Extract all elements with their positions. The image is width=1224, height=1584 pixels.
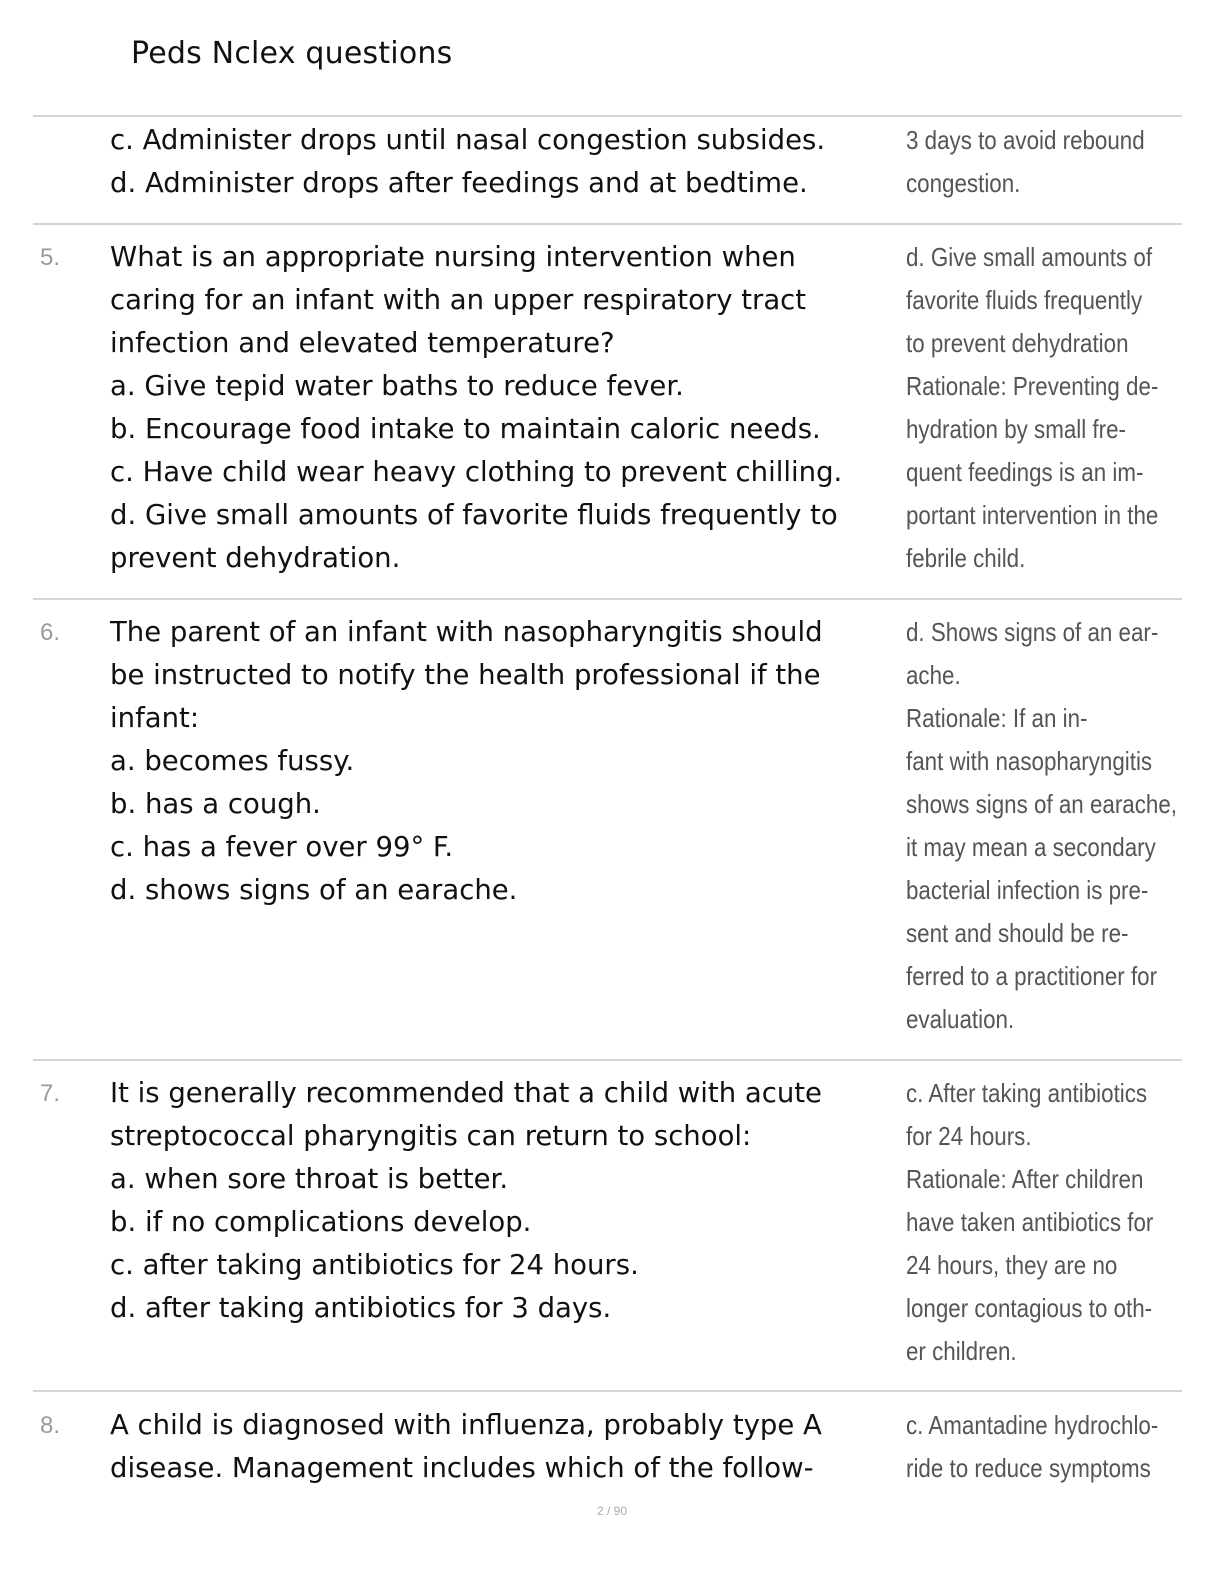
question-line: d. shows signs of an earache. [110, 874, 518, 906]
answer-line: d. Give small amounts of [906, 242, 1153, 272]
question-line: streptococcal pharyngitis can return to school: [110, 1120, 752, 1152]
answer-line: er children. [906, 1336, 1017, 1366]
answer-line: quent feedings is an im- [906, 457, 1144, 487]
question-number: 5. [40, 244, 61, 271]
answer-line: Rationale: If an in- [906, 703, 1088, 733]
question-line: A child is diagnosed with influenza, probably type A [110, 1409, 822, 1441]
answer-line: febrile child. [906, 543, 1026, 573]
question-line: b. has a cough. [110, 788, 321, 820]
question-text [110, 236, 910, 580]
question-line: d. after taking antibiotics for 3 days. [110, 1292, 612, 1324]
answer-line: portant intervention in the [906, 500, 1159, 530]
answer-text [906, 611, 1177, 1041]
divider [33, 598, 1182, 600]
question-line: infant: [110, 702, 200, 734]
answer-line: to prevent dehydration [906, 328, 1129, 358]
answer-line: for 24 hours. [906, 1121, 1032, 1151]
answer-line: 24 hours, they are no [906, 1250, 1118, 1280]
question-line: It is generally recommended that a child with acute [110, 1077, 822, 1109]
question-number: 7. [40, 1080, 61, 1107]
question-line: c. Have child wear heavy clothing to prevent chilling. [110, 456, 843, 488]
question-line: be instructed to notify the health professional if the [110, 659, 821, 691]
answer-line: Rationale: Preventing de- [906, 371, 1159, 401]
divider [33, 1059, 1182, 1061]
question-line: d. Give small amounts of favorite fluids frequently to [110, 499, 838, 531]
question-text [110, 1404, 910, 1490]
question-line: c. has a fever over 99° F. [110, 831, 454, 863]
question-line: prevent dehydration. [110, 542, 401, 574]
answer-line: fant with nasopharyngitis [906, 746, 1153, 776]
question-line: disease. Management includes which of the follow- [110, 1452, 814, 1484]
question-line: d. Administer drops after feedings and at bedtime. [110, 167, 808, 199]
answer-line: 3 days to avoid rebound [906, 125, 1145, 155]
answer-line: have taken antibiotics for [906, 1207, 1154, 1237]
question-text [110, 611, 910, 912]
question-line: b. if no complications develop. [110, 1206, 532, 1238]
answer-line: ride to reduce symptoms [906, 1453, 1151, 1483]
answer-text [906, 1404, 1159, 1490]
answer-line: ferred to a practitioner for [906, 961, 1158, 991]
answer-text [906, 1072, 1155, 1373]
answer-line: longer contagious to oth- [906, 1293, 1153, 1323]
answer-line: congestion. [906, 168, 1021, 198]
divider [33, 1390, 1182, 1392]
answer-line: ache. [906, 660, 961, 690]
answer-line: hydration by small fre- [906, 414, 1126, 444]
question-line: c. after taking antibiotics for 24 hours. [110, 1249, 639, 1281]
answer-line: sent and should be re- [906, 918, 1129, 948]
question-number: 6. [40, 619, 61, 646]
question-line: caring for an infant with an upper respiratory tract [110, 284, 807, 316]
question-line: a. Give tepid water baths to reduce fever. [110, 370, 684, 402]
answer-line: shows signs of an earache, [906, 789, 1177, 819]
page-title: Peds Nclex questions [131, 36, 453, 71]
question-line: b. Encourage food intake to maintain caloric needs. [110, 413, 821, 445]
answer-line: favorite fluids frequently [906, 285, 1143, 315]
divider [33, 223, 1182, 225]
answer-line: c. After taking antibiotics [906, 1078, 1148, 1108]
question-line: infection and elevated temperature? [110, 327, 615, 359]
answer-line: Rationale: After children [906, 1164, 1144, 1194]
answer-line: it may mean a secondary [906, 832, 1156, 862]
question-text [110, 119, 910, 205]
question-line: a. becomes fussy. [110, 745, 355, 777]
question-number: 8. [40, 1412, 61, 1439]
question-text [110, 1072, 910, 1330]
answer-text [906, 119, 1155, 205]
question-line: c. Administer drops until nasal congestion subsides. [110, 124, 826, 156]
answer-line: evaluation. [906, 1004, 1015, 1034]
question-line: What is an appropriate nursing intervention when [110, 241, 796, 273]
answer-line: c. Amantadine hydrochlo- [906, 1410, 1159, 1440]
answer-text [906, 236, 1159, 580]
divider [33, 115, 1182, 117]
answer-line: d. Shows signs of an ear- [906, 617, 1159, 647]
question-line: a. when sore throat is better. [110, 1163, 509, 1195]
question-line: The parent of an infant with nasopharyngitis should [110, 616, 823, 648]
answer-line: bacterial infection is pre- [906, 875, 1149, 905]
page-indicator: 2 / 90 [596, 1504, 628, 1518]
